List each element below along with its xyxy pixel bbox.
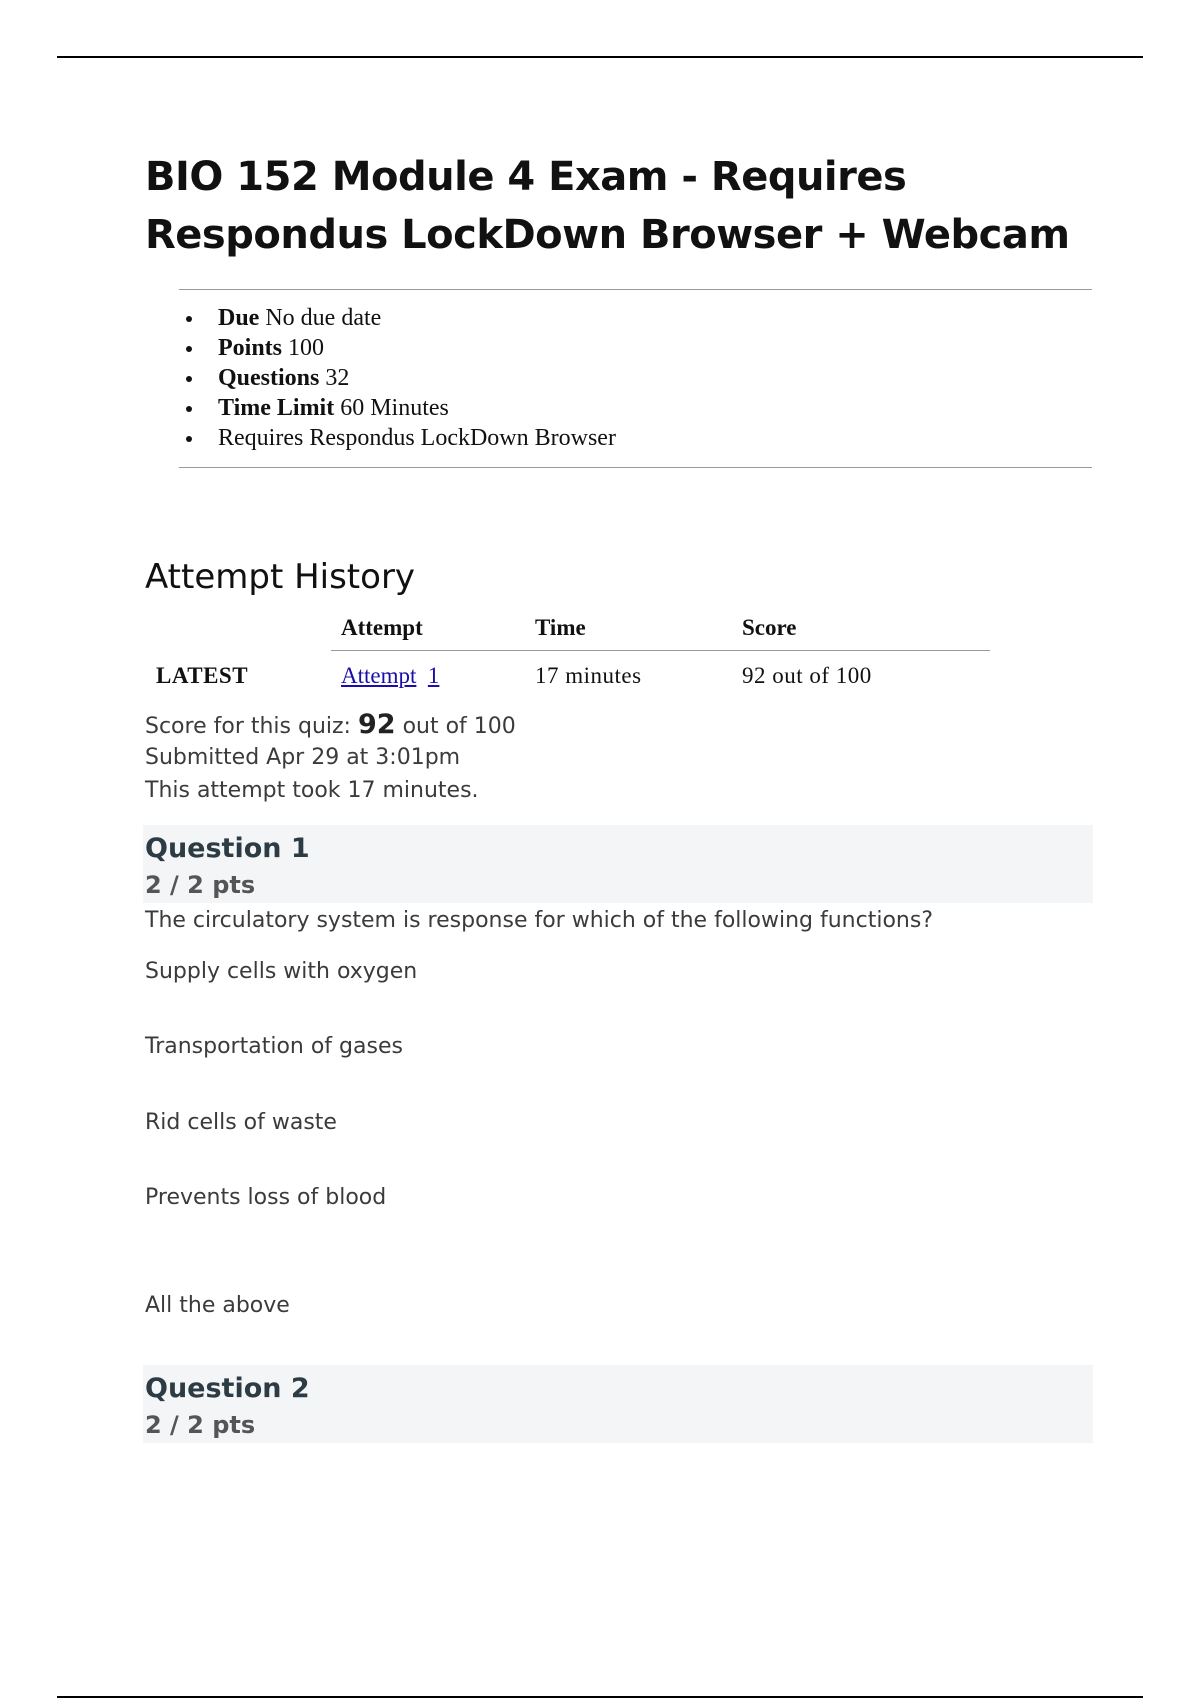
table-header-divider <box>331 650 990 651</box>
attempt-history-table <box>145 610 990 700</box>
detail-due <box>186 303 616 333</box>
quiz-summary <box>145 708 516 807</box>
question-1-text: The circulatory system is response for which of the following functions? <box>145 908 933 933</box>
detail-requirement-text: Requires Respondus LockDown Browser <box>218 425 616 451</box>
detail-questions-label: Questions <box>218 365 320 391</box>
quiz-details-list <box>186 303 616 453</box>
detail-points-label: Points <box>218 335 283 361</box>
attempt-link-word[interactable]: Attempt <box>341 663 417 688</box>
detail-questions <box>186 363 616 393</box>
duration-line: This attempt took 17 minutes. <box>145 778 479 803</box>
attempt-link-number[interactable]: 1 <box>427 663 440 688</box>
detail-time-limit <box>186 393 616 423</box>
answer-option: All the above <box>145 1293 290 1318</box>
page-bottom-rule <box>57 1696 1143 1698</box>
detail-points <box>186 333 616 363</box>
column-header-time: Time <box>535 615 586 640</box>
table-header-row <box>145 610 990 650</box>
detail-questions-value: 32 <box>325 365 350 391</box>
attempt-history-heading: Attempt History <box>145 557 416 597</box>
question-title: Question 1 <box>145 833 310 864</box>
answer-option: Prevents loss of blood <box>145 1185 387 1210</box>
details-divider-bottom <box>179 467 1092 468</box>
latest-badge: LATEST <box>156 663 249 688</box>
question-points: 2 / 2 pts <box>145 871 256 899</box>
question-points: 2 / 2 pts <box>145 1411 256 1439</box>
detail-requirement <box>186 423 616 453</box>
detail-points-value: 100 <box>288 335 325 361</box>
details-divider-top <box>179 289 1092 290</box>
detail-due-label: Due <box>218 305 260 331</box>
question-title: Question 2 <box>145 1373 310 1404</box>
score-suffix: out of 100 <box>402 714 516 739</box>
answer-option: Rid cells of waste <box>145 1110 337 1135</box>
score-prefix: Score for this quiz: <box>145 714 351 739</box>
attempt-time: 17 minutes <box>535 663 642 688</box>
score-line <box>145 708 516 741</box>
question-1-header <box>143 825 1093 903</box>
detail-due-value: No due date <box>265 305 382 331</box>
column-header-score: Score <box>742 615 797 640</box>
detail-time-limit-label: Time Limit <box>218 395 335 421</box>
page-title: BIO 152 Module 4 Exam - Requires Respondus LockDown Browser + Webcam <box>145 154 1070 258</box>
answer-option: Supply cells with oxygen <box>145 959 418 984</box>
question-2-header <box>143 1365 1093 1443</box>
detail-time-limit-value: 60 Minutes <box>340 395 449 421</box>
submitted-line: Submitted Apr 29 at 3:01pm <box>145 745 461 770</box>
answer-option: Transportation of gases <box>145 1034 403 1059</box>
attempt-score: 92 out of 100 <box>742 663 872 688</box>
column-header-attempt: Attempt <box>341 615 423 640</box>
table-row <box>145 652 990 700</box>
page-top-rule <box>57 56 1143 58</box>
attempt-link[interactable] <box>341 660 439 692</box>
score-value: 92 <box>357 709 396 740</box>
